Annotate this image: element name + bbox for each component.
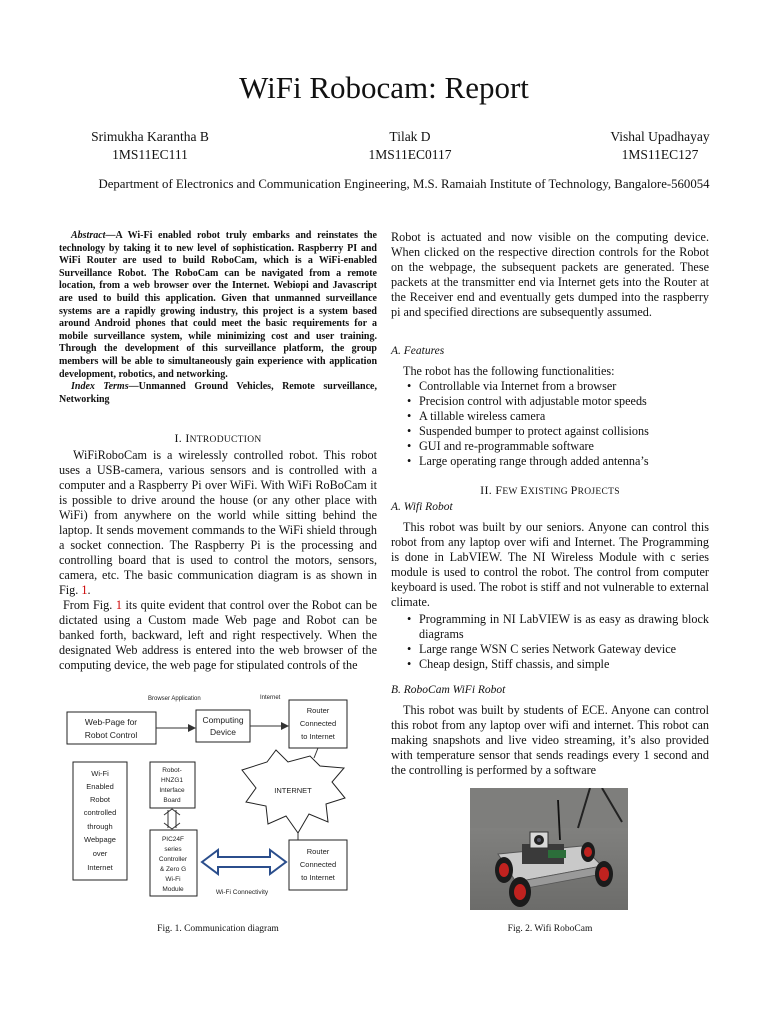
right-column-intro-continuation: Robot is actuated and now visible on the computing device. When clicked on the respective direction controls for the Robot on the webpage, the subsequent packets are generated. These packets at the transmitter end via Internet gets into the Router at the Receiver end and eventually gets dumped into the raspberry pi and specified directions are subsequently assumed. [391, 230, 709, 319]
svg-text:to Internet: to Internet [301, 873, 335, 882]
index-terms-text: —Unmanned Ground Vehicles, Remote surveillance, Networking [59, 381, 377, 405]
svg-text:Robot: Robot [89, 795, 111, 804]
svg-text:Module: Module [162, 886, 184, 893]
box-router1-line1: Router [306, 706, 330, 715]
wifi-robocam-photo [470, 788, 628, 910]
features-list [391, 379, 709, 469]
svg-text:PIC24F: PIC24F [161, 836, 185, 843]
wifi-robot-list [391, 612, 709, 672]
box-router1-line3: to Internet [301, 732, 335, 741]
svg-text:through: through [87, 822, 113, 831]
svg-text:Robot-: Robot- [162, 767, 182, 774]
wifi-robot-list-item: • Programming in NI LabVIEW is as easy as drawing block diagrams [419, 612, 709, 642]
features-list-item: • A tillable wireless camera [419, 409, 709, 424]
department-affiliation: Department of Electronics and Communication Engineering, M.S. Ramaiah Institute of Technology, Bangalore-560054 [98, 177, 710, 191]
intro-paragraph-1: WiFiRoboCam is a wirelessly controlled robot. This robot uses a USB-camera, various sensors and is controlled with a computer and a Raspberry Pi over WiFi. With WiFi RoBoCam it is possible to drive around the house (or any other place with WiFi) from anywhere on the world while sitting behind the laptop. It sends movement commands to the WiFi shield through a socket connection. The Raspberry Pi is the processing and controlling board that is used to control the motors, sensors, camera, etc. The basic communication diagram is as shown in Fig. [59, 448, 377, 597]
label-internet-top: Internet [260, 695, 281, 701]
author-3-id: 1MS11EC127 [621, 147, 699, 162]
author-1-id: 1MS11EC111 [112, 147, 188, 162]
svg-text:over: over [92, 849, 108, 858]
intro-paragraph-2: its quite evident that control over the Robot can be dictated using a Custom made Web page and Robot can be banked forth, backward, left and right respectively. When the designated Web address is entered into the web browser of the computing device, the web page for stipulated controls of the [59, 598, 378, 672]
author-1 [70, 128, 230, 164]
features-list-item: • GUI and re-programmable software [419, 439, 709, 454]
subsection-heading-features: A. Features [391, 345, 445, 357]
section-heading-existing-projects: II. FEW EXISTING PROJECTS [480, 483, 620, 497]
svg-text:& Zero G: & Zero G [159, 866, 187, 873]
wifi-robot-list-item: • Cheap design, Stiff chassis, and simple [419, 657, 709, 672]
figure-2-caption: Fig. 2. Wifi RoboCam [507, 924, 593, 934]
box-router1-line2: Connected [299, 719, 337, 728]
paper-title: WiFi Robocam: Report [239, 70, 529, 105]
svg-text:Interface: Interface [159, 787, 185, 794]
wifi-robot-paragraph: This robot was built by our seniors. Anyone can control this robot from any laptop over wifi and Internet. The Programming is done in LabVIEW. The NI Wireless Module with c series module is used to control the robot. The control from computer keyboard is used. The robot is stiff and not vulnerable to external climate. [391, 520, 709, 609]
label-wifi-connectivity: Wi-Fi Connectivity [215, 889, 269, 896]
svg-text:Enabled: Enabled [86, 782, 114, 791]
figure-1-caption: Fig. 1. Communication diagram [157, 924, 279, 934]
abstract [59, 230, 377, 406]
fig-1-reference-2[interactable]: 1 [115, 598, 122, 612]
author-3-name: Vishal Upadhayay [610, 129, 710, 144]
wifi-robot-body [391, 520, 709, 672]
svg-text:HNZG1: HNZG1 [160, 777, 184, 784]
author-2-name: Tilak D [389, 129, 431, 144]
features-list-item: • Precision control with adjustable motor speeds [419, 394, 709, 409]
features-intro: The robot has the following functionalities: [403, 364, 615, 378]
section-heading-introduction: I. INTRODUCTION [174, 431, 262, 445]
svg-text:Webpage: Webpage [84, 835, 116, 844]
features-block [391, 364, 709, 469]
svg-text:Board: Board [163, 797, 181, 804]
svg-text:Controller: Controller [158, 856, 188, 863]
box-webpage-line1: Web-Page for [84, 717, 138, 727]
features-list-item: • Controllable via Internet from a browser [419, 379, 709, 394]
author-1-name: Srimukha Karantha B [91, 129, 209, 144]
introduction-body: WiFiRoboCam is a wirelessly controlled robot. This robot uses a USB-camera, various sensors and is controlled with a computer and a Raspberry Pi over WiFi. With WiFi RoBoCam it is possible to drive around the house (or any other place with WiFi) from anywhere on the world while sitting behind the laptop. It sends movement commands to the WiFi shield through a socket connection. The Raspberry Pi is the processing and controlling board that is used to control the motors, sensors, camera, etc. The basic communication diagram is as shown in Fig. 1. From Fig. 1 its quite evident that control over the Robot can be dictated using a Custom made Web page and Robot can be banked forth, backward, left and right respectively. When the designated Web address is entered into the web browser of the computing device, the web page for stipulated controls of the [59, 448, 378, 672]
svg-text:Connected: Connected [299, 860, 337, 869]
svg-text:Router: Router [306, 847, 330, 856]
features-list-item: • Large operating range through added antenna’s [419, 454, 709, 469]
fig-1-reference[interactable]: 1 [81, 583, 88, 597]
svg-text:series: series [164, 846, 182, 853]
svg-text:Internet: Internet [87, 863, 113, 872]
subsection-heading-robocam: B. RoboCam WiFi Robot [391, 684, 506, 696]
box-computing-line1: Computing [202, 715, 244, 725]
label-browser-application: Browser Application [148, 696, 201, 702]
subsection-heading-wifi-robot: A. Wifi Robot [391, 501, 453, 513]
abstract-label: Abstract [71, 230, 106, 241]
svg-text:Wi-Fi: Wi-Fi [91, 769, 109, 778]
wifi-robot-list-item: • Large range WSN C series Network Gateway device [419, 642, 709, 657]
svg-text:Wi-Fi: Wi-Fi [165, 876, 181, 883]
box-webpage-line2: Robot Control [84, 730, 138, 740]
communication-diagram [62, 690, 368, 902]
author-2 [330, 128, 490, 164]
author-3 [590, 128, 730, 164]
author-2-id: 1MS11EC0117 [368, 147, 452, 162]
abstract-text: —A Wi-Fi enabled robot truly embarks and reinstates the technology by taking it to new level of sophistication. Raspberry PI and WiFi Router are used to build RoboCam, which is a WiFi-enabled Surveillance Robot. The RoboCam can be navigated from a remote location, from a web browser over the Internet. Webiopi and Javascript are used to build this application. Given that unmanned surveillance systems are a rapidly growing industry, this project is a system based around Android phones that could meet the basic requirements for a mobile surveillance system, while minimizing cost and user training. Through the development of this surveillance platform, the group members will be able to simultaneously gain experience with application development, robotics, and networking. [59, 230, 377, 380]
svg-text:controlled: controlled [83, 808, 117, 817]
cloud-internet-label: INTERNET [274, 786, 312, 795]
index-terms-label: Index Terms [71, 381, 129, 393]
robocam-paragraph: This robot was built by students of ECE. Anyone can control this robot from any laptop over wifi and internet. This robot can making snapshots and live video streaming, it’s also provided with temperature sensor that sends readings every 1 second and the controlling is performed by a software [391, 703, 709, 777]
box-computing-line2: Device [210, 727, 236, 737]
features-list-item: • Suspended bumper to protect against collisions [419, 424, 709, 439]
